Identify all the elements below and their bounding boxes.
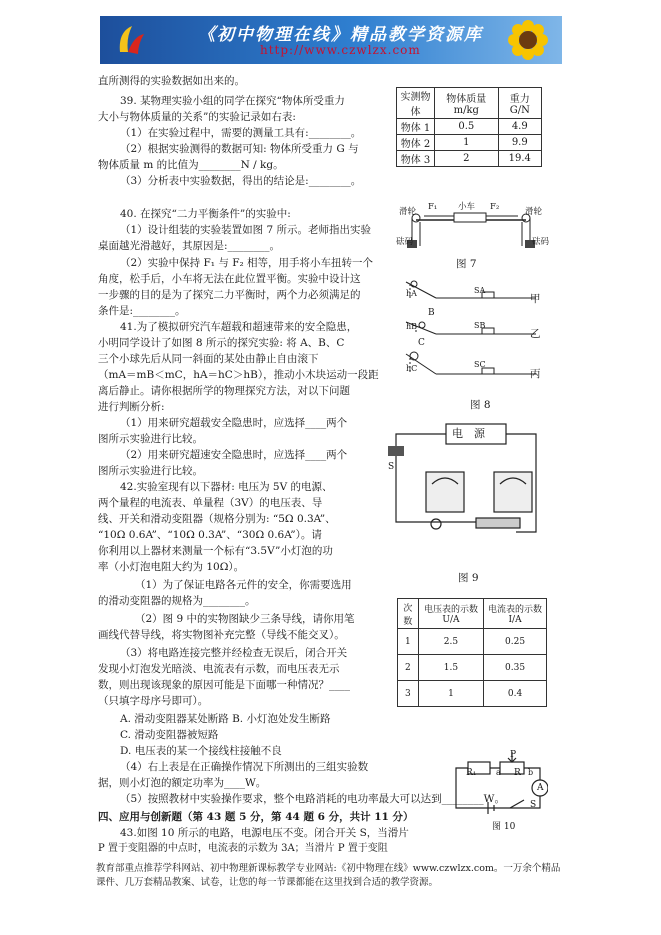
text-line: 42.实验室现有以下器材: 电压为 5V 的电源、: [120, 481, 333, 493]
text-line: 桌面越光滑越好，其原因是:________。: [98, 240, 281, 252]
fig10-caption: 图 10: [492, 822, 516, 832]
fig8-caption: 图 8: [470, 399, 491, 411]
table-cell: 0.35: [484, 655, 547, 681]
fig8-jia: 甲: [530, 293, 541, 305]
text-line: 的滑动变阻器的规格为________。: [98, 595, 256, 607]
text-line: 直所测得的实验数据如出来的。: [98, 75, 245, 87]
fig7-pulley-label: 滑轮: [399, 207, 417, 217]
table-cell: 3: [398, 681, 419, 707]
banner-url[interactable]: http://www.czwlzx.com: [260, 43, 421, 57]
fig8-yi: 乙: [530, 328, 541, 340]
fig7-caption: 图 7: [456, 258, 477, 270]
text-line: 43.如图 10 所示的电路，电源电压不变。闭合开关 S，当滑片: [120, 827, 409, 839]
text-line: （2）根据实验测得的数据可知: 物体所受重力 G 与: [120, 143, 359, 155]
fig9-source: 电 源: [452, 427, 485, 440]
text-line: 进行判断分析:: [98, 401, 165, 413]
table-cell: 9.9: [498, 135, 541, 151]
text-line: （mA＝mB＜mC，hA＝hC＞hB），推动小木块运动一段距: [98, 369, 379, 381]
fig8-hc: hC: [406, 364, 418, 373]
sunflower-icon: [504, 18, 552, 62]
text-line: （1）用来研究超载安全隐患时，应选择____两个: [120, 417, 348, 429]
text-line: 离后静止。请你根据所学的物理探究方法，对以下问题: [98, 385, 350, 397]
fig7-pulley-label: 滑轮: [525, 207, 543, 217]
text-line: （3）分析表中实验数据，得出的结论是:________。: [120, 175, 362, 187]
fig10-a: a: [496, 768, 501, 777]
fig10-r: R: [514, 768, 521, 778]
text-line: （2）图 9 中的实物图缺少三条导线，请你用笔: [135, 613, 355, 625]
fig7-f2: F₂: [490, 202, 500, 212]
fig8-sa: SA: [474, 286, 486, 295]
text-line: （3）将电路连接完整并经检查无误后，闭合开关: [120, 647, 348, 659]
fig10-p: P: [510, 750, 517, 760]
table-header: 电压表的示数 U/A: [418, 599, 483, 629]
table-cell: 0.25: [484, 629, 547, 655]
text-line: （2）用来研究超速安全隐患时，应选择____两个: [120, 449, 348, 461]
fig9-switch: S: [388, 462, 395, 472]
text-line: 发现小灯泡发光暗淡、电流表有示数，而电压表无示: [98, 663, 340, 675]
table-cell: 0.5: [435, 119, 499, 135]
text-line: 线、开关和滑动变阻器（规格分别为: “5Ω 0.3A”、: [98, 513, 336, 525]
section-heading: 四、应用与创新题（第 43 题 5 分，第 44 题 6 分，共计 11 分）: [98, 811, 414, 823]
text-line: 你利用以上器材来测量一个标有“3.5V”小灯泡的功: [98, 545, 333, 557]
text-line: 40. 在探究“二力平衡条件”的实验中:: [120, 208, 291, 220]
site-banner: [100, 16, 562, 64]
text-line: 物体质量 m 的比值为________N / kg。: [98, 159, 284, 171]
text-line: 图所示实验进行比较。: [98, 433, 203, 445]
fig10-ammeter: A: [537, 783, 544, 793]
table-cell: 19.4: [498, 151, 541, 167]
fig10-switch: S: [530, 800, 537, 810]
table-cell: 1: [398, 629, 419, 655]
fig7-car: 小车: [458, 202, 476, 212]
page-footer: 教育部重点推荐学科网站、初中物理新课标教学专业网站:《初中物理在线》www.czwlzx.com。一万余个精品课件、几万套精品教案、试卷，让您的每一节课都能在这里找到合适的教学资源。: [96, 863, 561, 888]
table-cell: 2: [398, 655, 419, 681]
text-line: 条件是:________。: [98, 305, 186, 317]
table-cell: 4.9: [498, 119, 541, 135]
fig10-b: b: [528, 768, 534, 777]
fig8-bing: 丙: [530, 368, 541, 380]
text-line: 画线代替导线，将实物图补充完整（导线不能交叉）。: [98, 629, 345, 641]
text-line: 大小与物体质量的关系”的实验记录如右表:: [98, 111, 296, 123]
text-line: 率（小灯泡电阻大约为 10Ω）。: [98, 561, 245, 573]
text-line: “10Ω 0.6A”、“10Ω 0.3A”、“30Ω 0.6A”）。请: [98, 529, 322, 541]
table-cell: 1: [418, 681, 483, 707]
fig8-c: C: [418, 338, 425, 348]
table-cell: 物体 1: [397, 119, 435, 135]
table-cell: 2.5: [418, 629, 483, 655]
site-logo-icon: [114, 22, 148, 58]
text-line: 角度，松手后，小车将无法在此位置平衡。实验中设计这: [98, 273, 361, 285]
table-cell: 1: [435, 135, 499, 151]
table-cell: 2: [435, 151, 499, 167]
figure-8: [396, 270, 546, 400]
table-cell: 1.5: [418, 655, 483, 681]
gravity-table: [396, 87, 542, 167]
fig8-hb: hB: [406, 322, 418, 331]
text-line: 小明同学设计了如图 8 所示的探究实验: 将 A、B、C: [98, 337, 345, 349]
text-line: （1）设计组装的实验装置如图 7 所示。老师指出实验: [120, 224, 372, 236]
table-header: 电流表的示数 I/A: [484, 599, 547, 629]
fig7-weight-label: 砝码: [532, 237, 550, 247]
text-line: （只填字母序号即可）。: [98, 695, 209, 707]
table-header: 物体质量 m/kg: [435, 88, 499, 119]
text-line: （1）为了保证电路各元件的安全，你需要选用: [135, 579, 352, 591]
fig8-ha: hA: [406, 289, 417, 298]
fig7-f1: F₁: [428, 202, 438, 212]
text-line: 图所示实验进行比较。: [98, 465, 203, 477]
table-cell: 0.4: [484, 681, 547, 707]
table-cell: 物体 3: [397, 151, 435, 167]
fig8-b: B: [428, 308, 435, 318]
measurement-table: [397, 598, 547, 707]
figure-10: [448, 748, 548, 828]
text-line: 39. 某物理实验小组的同学在探究“物体所受重力: [120, 95, 345, 107]
fig8-sc: SC: [474, 360, 486, 369]
fig7-weight-label: 砝码: [396, 237, 414, 247]
text-line: 一步骤的目的是为了探究二力平衡时，两个力必须满足的: [98, 289, 361, 301]
text-line: P 置于变阻器的中点时，电流表的示数为 3A；当滑片 P 置于变阻: [98, 843, 388, 854]
text-line: D. 电压表的某一个接线柱接触不良: [120, 745, 282, 757]
text-line: 41.为了模拟研究汽车超载和超速带来的安全隐患，: [120, 321, 358, 333]
text-line: 据，则小灯泡的额定功率为____W。: [98, 777, 267, 789]
text-line: 两个量程的电流表、单量程（3V）的电压表、导: [98, 497, 323, 509]
fig10-r1: R₁: [466, 768, 477, 778]
text-line: A. 滑动变阻器某处断路 B. 小灯泡处发生断路: [120, 713, 331, 725]
text-line: （4）右上表是在正确操作情况下所测出的三组实验数: [120, 761, 369, 773]
table-header: 次数: [398, 599, 419, 629]
text-line: （1）在实验过程中，需要的测量工具有:________。: [120, 127, 362, 139]
banner-title: 《初中物理在线》精品教学资源库: [198, 25, 483, 45]
table-header: 重力 G/N: [498, 88, 541, 119]
fig9-caption: 图 9: [458, 572, 479, 584]
table-cell: 物体 2: [397, 135, 435, 151]
text-line: （2）实验中保持 F₁ 与 F₂ 相等，用手将小车扭转一个: [120, 257, 374, 269]
text-line: C. 滑动变阻器被短路: [120, 729, 219, 741]
text-line: 三个小球先后从同一斜面的某处由静止自由滚下: [98, 353, 319, 365]
table-header: 实测物体: [397, 88, 435, 119]
fig8-sb: SB: [474, 321, 486, 330]
text-line: （5）按照教材中实验操作要求，整个电路消耗的电功率最大可以达到________W。: [120, 793, 505, 805]
text-line: 数，则出现该现象的原因可能是下面哪一种情况？____: [98, 679, 350, 691]
